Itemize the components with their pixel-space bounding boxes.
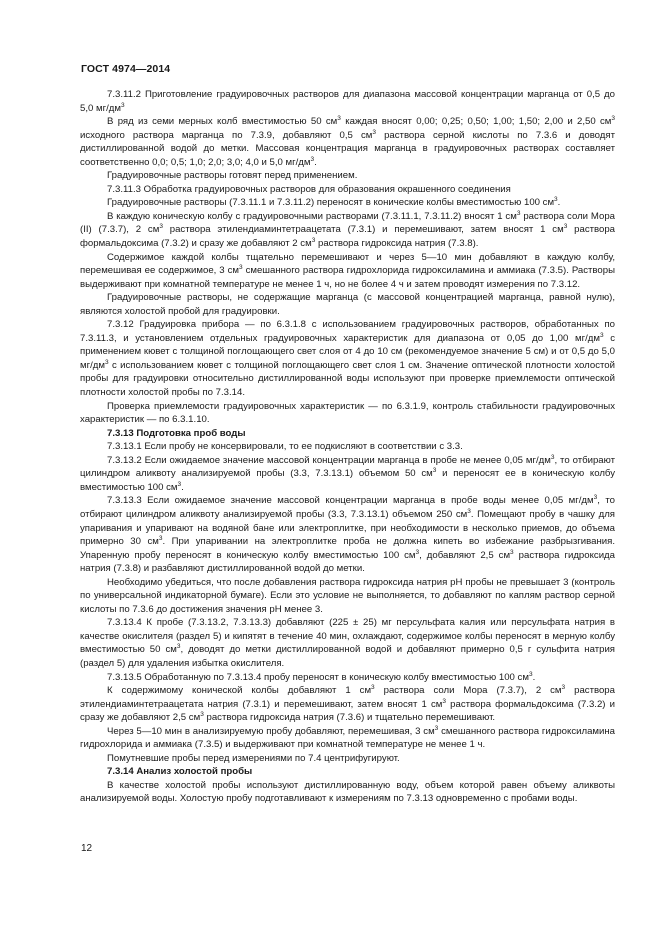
paragraph: Содержимое каждой колбы тщательно перемешивают и через 5—10 мин добавляют в каждую колбу, перемешивая ее содержимое, 3 $см^3$ смешанного раствора гидрохлорида гидроксиламина и аммиака (7.3.5). Растворы выдерживают при комнатной температуре не менее 1 ч, но не более 4 ч и затем проводят измерения по 7.3.12.	[80, 251, 615, 290]
section-heading: 7.3.14 Анализ холостой пробы	[107, 766, 253, 778]
paragraph: 7.3.13.4 К пробе (7.3.13.2, 7.3.13.3) добавляют (225 ± 25) мг персульфата калия или персульфата натрия в качестве окислителя (раздел 5) и кипятят в течение 40 мин, охлаждают, содержимое колбы переносят в мерную колбу вместимостью 50 $см^3$, доводят до метки дистиллированной водой и добавляют примерно 0,5 г сульфита натрия (раздел 5) для удаления избытка окислителя.	[80, 617, 615, 669]
paragraph: 7.3.13.1 Если пробу не консервировали, то ее подкисляют в соответствии с 3.3.	[107, 441, 463, 453]
paragraph: 7.3.11.3 Обработка градуировочных растворов для образования окрашенного соединения	[107, 183, 511, 195]
paragraph: 7.3.13.2 Если ожидаемое значение массовой концентрации марганца в пробе не менее 0,05 $мг/дм^3$, то отбирают цилиндром аликвоту анализируемой пробы (3.3, 7.3.13.1) объемом 50 $см^3$ и переносят ее в коническую колбу вместимостью 100 $см^3$.	[80, 453, 615, 493]
paragraph: К содержимому конической колбы добавляют 1 $см^3$ раствора соли Мора (7.3.7), 2 $см^3$ раствора этилендиаминтетраацетата натрия (7.3.1) и перемешивают, затем вносят 1 $см^3$ раствора формальдоксима (7.3.2) и сразу же добавляют 2,5 $см^3$ раствора гидроксида натрия (7.3.6) и тщательно перемешивают.	[80, 684, 615, 724]
paragraph: Необходимо убедиться, что после добавления раствора гидроксида натрия pH пробы не превышает 3 (контроль по универсальной индикаторной бумаге). Если это условие не выполняется, то добавляют по каплям раствор серной кислоты по 7.3.6 до достижения значения pH менее 3.	[80, 576, 615, 615]
paragraph: В ряд из семи мерных колб вместимостью 50 $см^3$ каждая вносят 0,00; 0,25; 0,50; 1,00; 1,50; 2,00 и 2,50 $см^3$ исходного раствора марганца по 7.3.9, добавляют 0,5 $см^3$ раствора серной кислоты по 7.3.6 и доводят дистиллированной водой до метки. Массовая концентрация марганца в градуировочных растворах составляет соответственно 0,0; 0,5; 1,0; 2,0; 3,0; 4,0 и 5,0 $мг/дм^3$.	[80, 115, 615, 168]
paragraph: Градуировочные растворы, не содержащие марганца (с массовой концентрацией марганца, равной нулю), являются холостой пробой для градуировки.	[80, 292, 615, 317]
document-header: ГОСТ 4974—2014	[81, 63, 171, 75]
paragraph: В каждую коническую колбу с градуировочными растворами (7.3.11.1, 7.3.11.2) вносят 1 $см^3$ раствора соли Мора (II) (7.3.7), 2 $см^3$ раствора этилендиаминтетраацетата (7.3.1) и перемешивают, затем вносят 1 $см^3$ раствора формальдоксима (7.3.2) и сразу же добавляют 2 $см^3$ раствора гидроксида натрия (7.3.8).	[80, 209, 616, 250]
paragraph: В качестве холостой пробы используют дистиллированную воду, объем которой равен объему аликвоты анализируемой воды. Холостую пробу подготавливают к измерениям по 7.3.13 одновременно с пробами воды.	[80, 779, 615, 805]
document-body	[80, 88, 615, 806]
paragraph: 7.3.13.3 Если ожидаемое значение массовой концентрации марганца в пробе воды менее 0,05 $мг/дм^3$, то отбирают цилиндром аликвоту анализируемой пробы (3.3, 7.3.13.1) объемом 250 $см^3$. Помещают пробу в чашку для упаривания и упаривают на водяной бане или электроплитке, при необходимости в несколько приемов, до объема примерно 30 $см^3$. При упаривании на электроплитке проба не должна кипеть во избежание разбрызгивания. Упаренную пробу переносят в коническую колбу вместимостью 100 $см^3$, добавляют 2,5 $см^3$ раствора гидроксида натрия (7.3.8) и разбавляют дистиллированной водой до метки.	[80, 494, 616, 575]
page-number: 12	[81, 843, 93, 854]
paragraph: 7.3.13.5 Обработанную по 7.3.13.4 пробу переносят в коническую колбу вместимостью 100 $см^3$.	[107, 670, 536, 683]
paragraph: 7.3.12 Градуировка прибора — по 6.3.1.8 с использованием градуировочных растворов, обработанных по 7.3.11.3, и установлением отдельных градуировочных характеристик для диапазона от 0,05 до 1,00 $мг/дм^3$ с применением кювет с толщиной поглощающего свет слоя от 4 до 10 см (рекомендуемое значение 5 см) и от 0,5 до 5,0 $мг/дм^3$ с использованием кювет с толщиной поглощающего свет слоя 1 см. Значение оптической плотности холостой пробы для градуировки относительно дистиллированной воды используют при проверке приемлемости оптической плотности холостой пробы по 7.3.14.	[80, 319, 615, 399]
paragraph: Градуировочные растворы (7.3.11.1 и 7.3.11.2) переносят в конические колбы вместимостью 100 $см^3$.	[107, 196, 561, 209]
paragraph: Проверка приемлемости градуировочных характеристик — по 6.3.1.9, контроль стабильности градуировочных характеристик — по 6.3.1.10.	[80, 400, 615, 426]
paragraph: 7.3.11.2 Приготовление градуировочных растворов для диапазона массовой концентрации марганца от 0,5 до 5,0 $мг/дм^3$	[80, 89, 615, 114]
section-heading: 7.3.13 Подготовка проб воды	[107, 427, 246, 439]
paragraph: Градуировочные растворы готовят перед применением.	[107, 170, 358, 182]
paragraph: Помутневшие пробы перед измерениями по 7.4 центрифугируют.	[107, 752, 400, 764]
paragraph: Через 5—10 мин в анализируемую пробу добавляют, перемешивая, 3 $см^3$ смешанного раствора гидроксиламина гидрохлорида и аммиака (7.3.5) и выдерживают при комнатной температуре не менее 1 ч.	[80, 724, 615, 751]
